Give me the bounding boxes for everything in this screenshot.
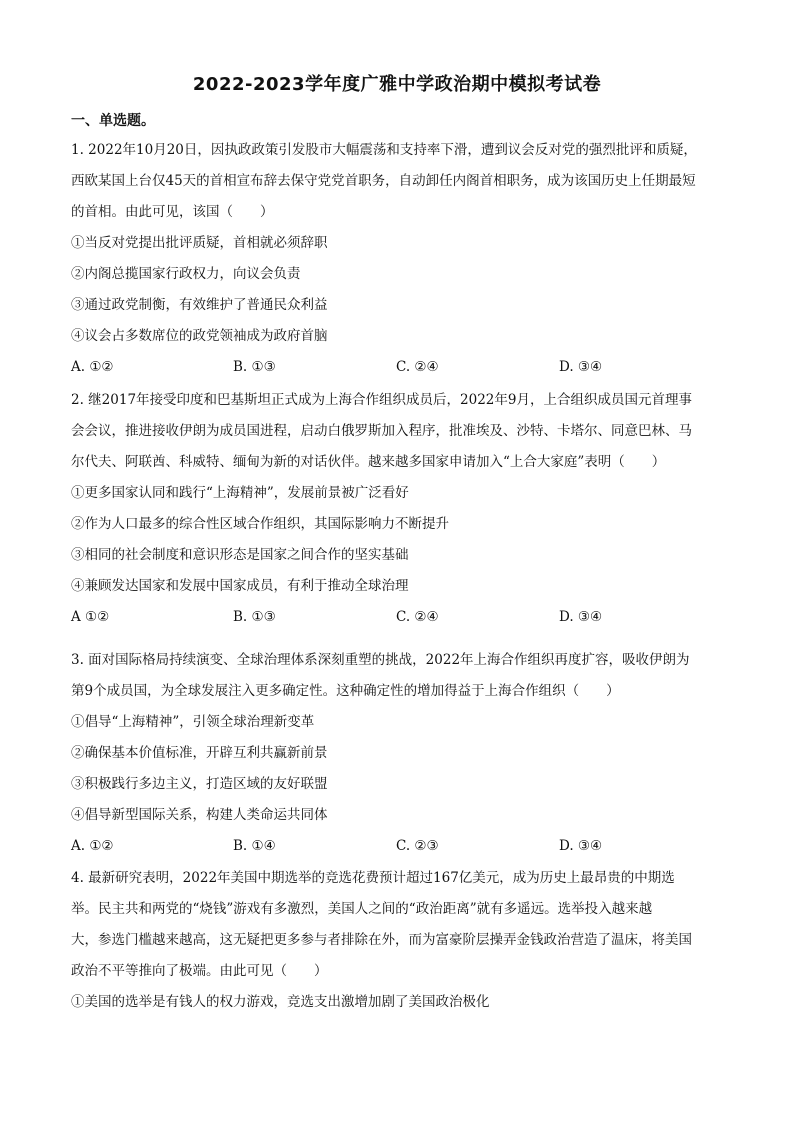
statement: ①美国的选举是有钱人的权力游戏，竞选支出激增加剧了美国政治极化 <box>71 994 490 1010</box>
statement: ④议会占多数席位的政党领袖成为政府首脑 <box>71 328 328 344</box>
option-c: C. ②③ <box>396 838 439 854</box>
question-stem-line: 的首相。由此可见，该国（ ） <box>71 204 274 220</box>
option-c: C. ②④ <box>396 609 439 625</box>
option-a: A. ①② <box>71 359 114 375</box>
question-stem-line: 尔代夫、阿联酋、科威特、缅甸为新的对话伙伴。越来越多国家申请加入“上合大家庭”表明（ ） <box>71 454 666 470</box>
question-stem-line: 2. 继2017年接受印度和巴基斯坦正式成为上海合作组织成员后，2022年9月，上合组织成员国元首理事 <box>71 392 692 408</box>
question-stem-line: 举。民主共和两党的“烧钱”游戏有多激烈，美国人之间的“政治距离”就有多遥远。选举投入越来越 <box>71 901 653 917</box>
statement: ①当反对党提出批评质疑，首相就必须辞职 <box>71 235 328 251</box>
option-c: C. ②④ <box>396 359 439 375</box>
option-d: D. ③④ <box>559 838 603 854</box>
statement: ④倡导新型国际关系，构建人类命运共同体 <box>71 807 328 823</box>
statement: ③相同的社会制度和意识形态是国家之间合作的坚实基础 <box>71 547 409 563</box>
statement: ③积极践行多边主义，打造区域的友好联盟 <box>71 776 328 792</box>
question-stem-line: 西欧某国上台仅45天的首相宣布辞去保守党党首职务，自动卸任内阁首相职务，成为该国历史上任期最短 <box>71 173 696 189</box>
option-d: D. ③④ <box>559 359 603 375</box>
option-b: B. ①③ <box>233 359 276 375</box>
page-title: 2022-2023学年度广雅中学政治期中模拟考试卷 <box>192 74 602 95</box>
option-a: A. ①② <box>71 838 114 854</box>
question-stem-line: 1. 2022年10月20日，因执政政策引发股市大幅震荡和支持率下滑，遭到议会反对党的强烈批评和质疑， <box>71 142 697 158</box>
question-stem-line: 第9个成员国，为全球发展注入更多确定性。这种确定性的增加得益于上海合作组织（ ） <box>71 683 620 699</box>
option-a: A ①② <box>71 609 110 625</box>
question-stem-line: 政治不平等推向了极端。由此可见（ ） <box>71 963 328 979</box>
statement: ③通过政党制衡，有效维护了普通民众利益 <box>71 297 328 313</box>
question-stem-line: 大，参选门槛越来越高，这无疑把更多参与者排除在外，而为富豪阶层操弄金钱政治营造了温床，将美国 <box>71 932 692 948</box>
question-stem-line: 3. 面对国际格局持续演变、全球治理体系深刻重塑的挑战，2022年上海合作组织再度扩容，吸收伊朗为 <box>71 652 690 668</box>
statement: ②作为人口最多的综合性区域合作组织，其国际影响力不断提升 <box>71 516 449 532</box>
option-d: D. ③④ <box>559 609 603 625</box>
statement: ④兼顾发达国家和发展中国家成员，有利于推动全球治理 <box>71 578 409 594</box>
statement: ②确保基本价值标准，开辟互利共赢新前景 <box>71 745 328 761</box>
statement: ②内阁总揽国家行政权力，向议会负责 <box>71 266 301 282</box>
option-b: B. ①④ <box>233 838 276 854</box>
question-stem-line: 会会议，推进接收伊朗为成员国进程，启动白俄罗斯加入程序，批准埃及、沙特、卡塔尔、同意巴林、马 <box>71 423 692 439</box>
section-heading: 一、单选题。 <box>71 113 155 129</box>
statement: ①倡导“上海精神”，引领全球治理新变革 <box>71 714 315 730</box>
question-stem-line: 4. 最新研究表明，2022年美国中期选举的竞选花费预计超过167亿美元，成为历史上最昂贵的中期选 <box>71 870 675 886</box>
option-b: B. ①③ <box>233 609 276 625</box>
statement: ①更多国家认同和践行“上海精神”，发展前景被广泛看好 <box>71 485 409 501</box>
